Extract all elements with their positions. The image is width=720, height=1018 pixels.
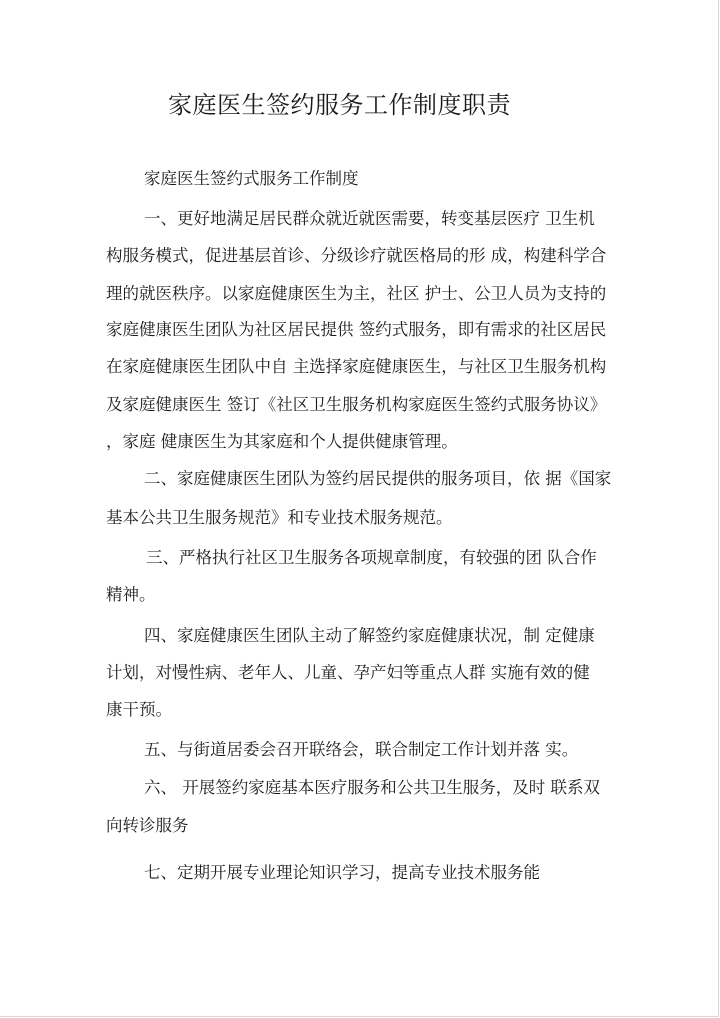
text-line: 一、更好地满足居民群众就近就医需要，转变基层医疗 卫生机 <box>144 209 595 228</box>
text-line: 三、严格执行社区卫生服务各项规章制度，有较强的团 队合作 <box>146 548 597 567</box>
text-line: 五、与街道居委会召开联络会，联合制定工作计划并落 实。 <box>144 740 579 759</box>
text-line: 七、定期开展专业理论知识学习，提高专业技术服务能 <box>144 863 540 882</box>
text-line: 家庭健康医生团队为社区居民提供 签约式服务，即有需求的社区居民 <box>106 320 607 339</box>
text-line: 六、 开展签约家庭基本医疗服务和公共卫生服务，及时 联系双 <box>144 778 600 797</box>
text-line: 二、家庭健康医生团队为签约居民提供的服务项目，依 据《国家 <box>144 469 612 488</box>
text-line: 计划，对慢性病、老年人、儿童、孕产妇等重点人群 实施有效的健 <box>106 663 590 682</box>
text-line: 及家庭健康医生 签订《社区卫生服务机构家庭医生签约式服务协议》 <box>106 395 607 414</box>
document-title: 家庭医生签约服务工作制度职责 <box>168 91 511 119</box>
text-line: 向转诊服务 <box>106 816 189 835</box>
text-line: 精神。 <box>106 585 156 604</box>
text-line: 在家庭健康医生团队中自 主选择家庭健康医生，与社区卫生服务机构 <box>106 357 607 376</box>
text-line: ，家庭 健康医生为其家庭和个人提供健康管理。 <box>106 432 458 451</box>
text-line: 构服务模式，促进基层首诊、分级诊疗就医格局的形 成，构建科学合 <box>106 246 607 265</box>
text-line: 基本公共卫生服务规范》和专业技术服务规范。 <box>106 508 453 527</box>
section-heading: 家庭医生签约式服务工作制度 <box>144 169 359 188</box>
text-line: 理的就医秩序。以家庭健康医生为主，社区 护士、公卫人员为支持的 <box>106 284 607 303</box>
text-line: 四、家庭健康医生团队主动了解签约家庭健康状况，制 定健康 <box>144 626 595 645</box>
text-line: 康干预。 <box>106 700 172 719</box>
